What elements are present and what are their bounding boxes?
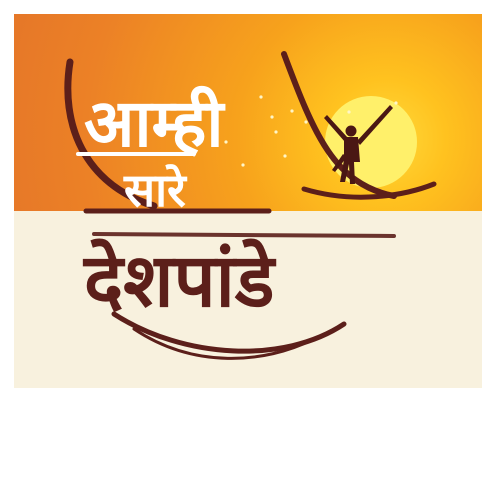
headline-line-2: सारे: [124, 163, 186, 217]
headline-line-1: आम्ही: [84, 85, 224, 162]
headline-line-3: देशपांडे: [84, 238, 275, 324]
poster: [14, 14, 482, 388]
calligraphy-art: [14, 14, 482, 388]
sun-icon: [325, 96, 417, 188]
